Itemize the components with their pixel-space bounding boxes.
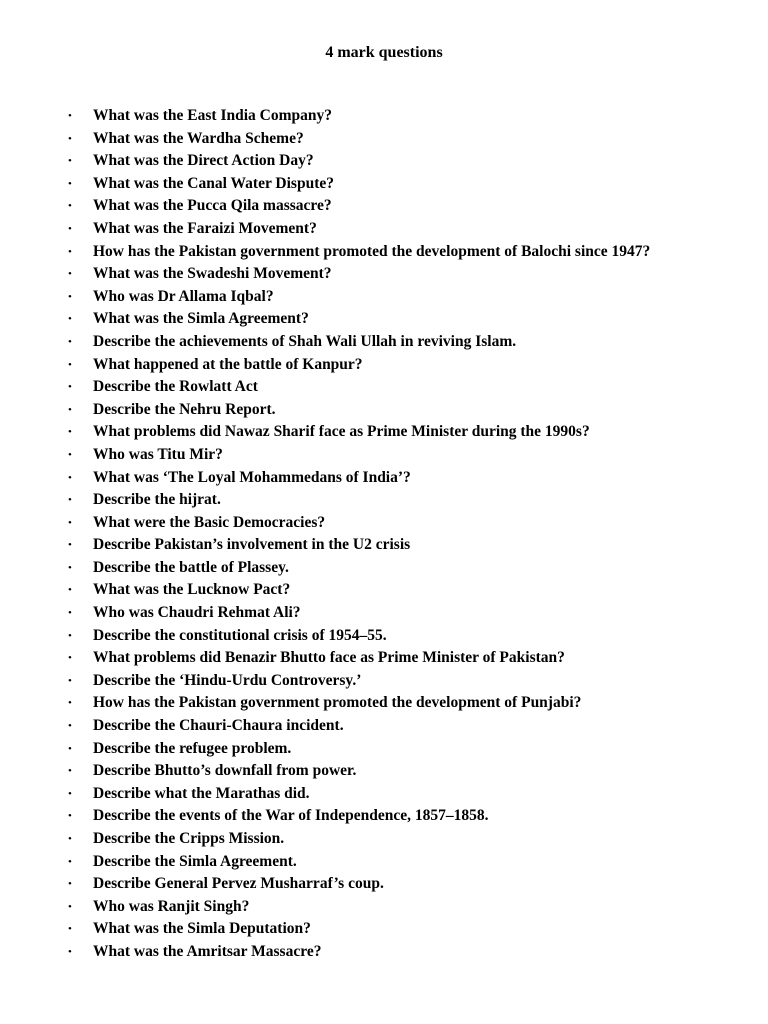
question-text: What was the East India Company? [93,107,333,124]
question-text: What problems did Nawaz Sharif face as Prime Minister during the 1990s? [93,423,590,441]
bullet-icon: • [68,539,72,552]
question-text: Describe Bhutto’s downfall from power. [93,762,357,780]
question-text: Who was Titu Mir? [93,445,223,463]
question-text: Describe the events of the War of Independence, 1857–1858. [93,807,489,825]
question-text: What was ‘The Loyal Mohammedans of India’? [93,468,411,486]
bullet-icon: • [68,313,72,326]
bullet-icon: • [68,403,72,416]
bullet-icon: • [68,855,72,868]
bullet-icon: • [68,607,72,620]
bullet-icon: • [68,245,72,258]
bullet-icon: • [68,426,72,439]
bullet-icon: • [68,110,72,122]
bullet-icon: • [68,945,72,958]
question-text: Describe the constitutional crisis of 1954–55. [93,626,387,644]
question-text: Who was Chaudri Rehmat Ali? [93,604,301,622]
bullet-icon: • [68,742,72,755]
bullet-icon: • [68,381,72,394]
bullet-icon: • [68,652,72,665]
bullet-icon: • [68,697,72,710]
bullet-icon: • [68,132,72,145]
page-title: 4 mark questions [325,44,443,61]
question-text: Describe General Pervez Musharraf’s coup. [93,875,384,893]
bullet-icon: • [68,900,72,913]
question-text: What was the Swadeshi Movement? [93,265,332,283]
bullet-icon: • [68,629,72,642]
question-text: What was the Lucknow Pact? [93,581,291,599]
question-text: Describe the Nehru Report. [93,400,276,418]
question-text: What was the Pucca Qila massacre? [93,197,332,215]
question-text: Describe the refugee problem. [93,739,292,757]
question-text: Describe the Simla Agreement. [93,852,297,870]
question-text: How has the Pakistan government promoted the development of Balochi since 1947? [93,242,651,260]
question-text: Describe the ‘Hindu-Urdu Controversy.’ [93,671,362,689]
bullet-icon: • [68,923,72,936]
question-text: What was the Amritsar Massacre? [93,942,322,960]
bullet-icon: • [68,720,72,733]
question-text: Describe the hijrat. [93,491,221,509]
bullet-icon: • [68,810,72,823]
question-text: What were the Basic Democracies? [93,513,326,531]
question-text: What was the Simla Deputation? [93,920,311,938]
question-text: How has the Pakistan government promoted the development of Punjabi? [93,694,582,712]
bullet-icon: • [68,335,72,348]
bullet-icon: • [68,494,72,507]
bullet-icon: • [68,177,72,190]
question-text: Who was Ranjit Singh? [93,897,250,915]
question-text: What was the Wardha Scheme? [93,129,304,147]
bullet-icon: • [68,584,72,597]
question-text: Describe what the Marathas did. [93,784,310,802]
bullet-icon: • [68,222,72,235]
bullet-icon: • [68,358,72,371]
bullet-icon: • [68,765,72,778]
bullet-icon: • [68,878,72,891]
bullet-icon: • [68,448,72,461]
question-text: Describe Pakistan’s involvement in the U2 crisis [93,536,411,554]
bullet-icon: • [68,290,72,303]
question-text: Who was Dr Allama Iqbal? [93,287,274,305]
bullet-icon: • [68,268,72,281]
bullet-icon: • [68,471,72,484]
question-text: Describe the Cripps Mission. [93,830,285,847]
bullet-icon: • [68,155,72,168]
question-text: What was the Direct Action Day? [93,152,314,170]
bullet-icon: • [68,516,72,529]
question-text: Describe the Chauri-Chaura incident. [93,717,344,735]
bullet-icon: • [68,674,72,687]
bullet-icon: • [68,561,72,574]
question-text: What was the Faraizi Movement? [93,219,317,237]
question-text: Describe the achievements of Shah Wali Ullah in reviving Islam. [93,332,517,350]
bullet-icon: • [68,787,72,800]
question-text: What was the Simla Agreement? [93,310,309,328]
bullet-icon: • [68,200,72,213]
bullet-icon: • [68,833,72,845]
question-text: What was the Canal Water Dispute? [93,174,334,192]
question-text: Describe the Rowlatt Act [93,378,258,396]
question-text: What problems did Benazir Bhutto face as Prime Minister of Pakistan? [93,649,565,667]
question-text: Describe the battle of Plassey. [93,558,289,576]
question-text: What happened at the battle of Kanpur? [93,355,363,373]
